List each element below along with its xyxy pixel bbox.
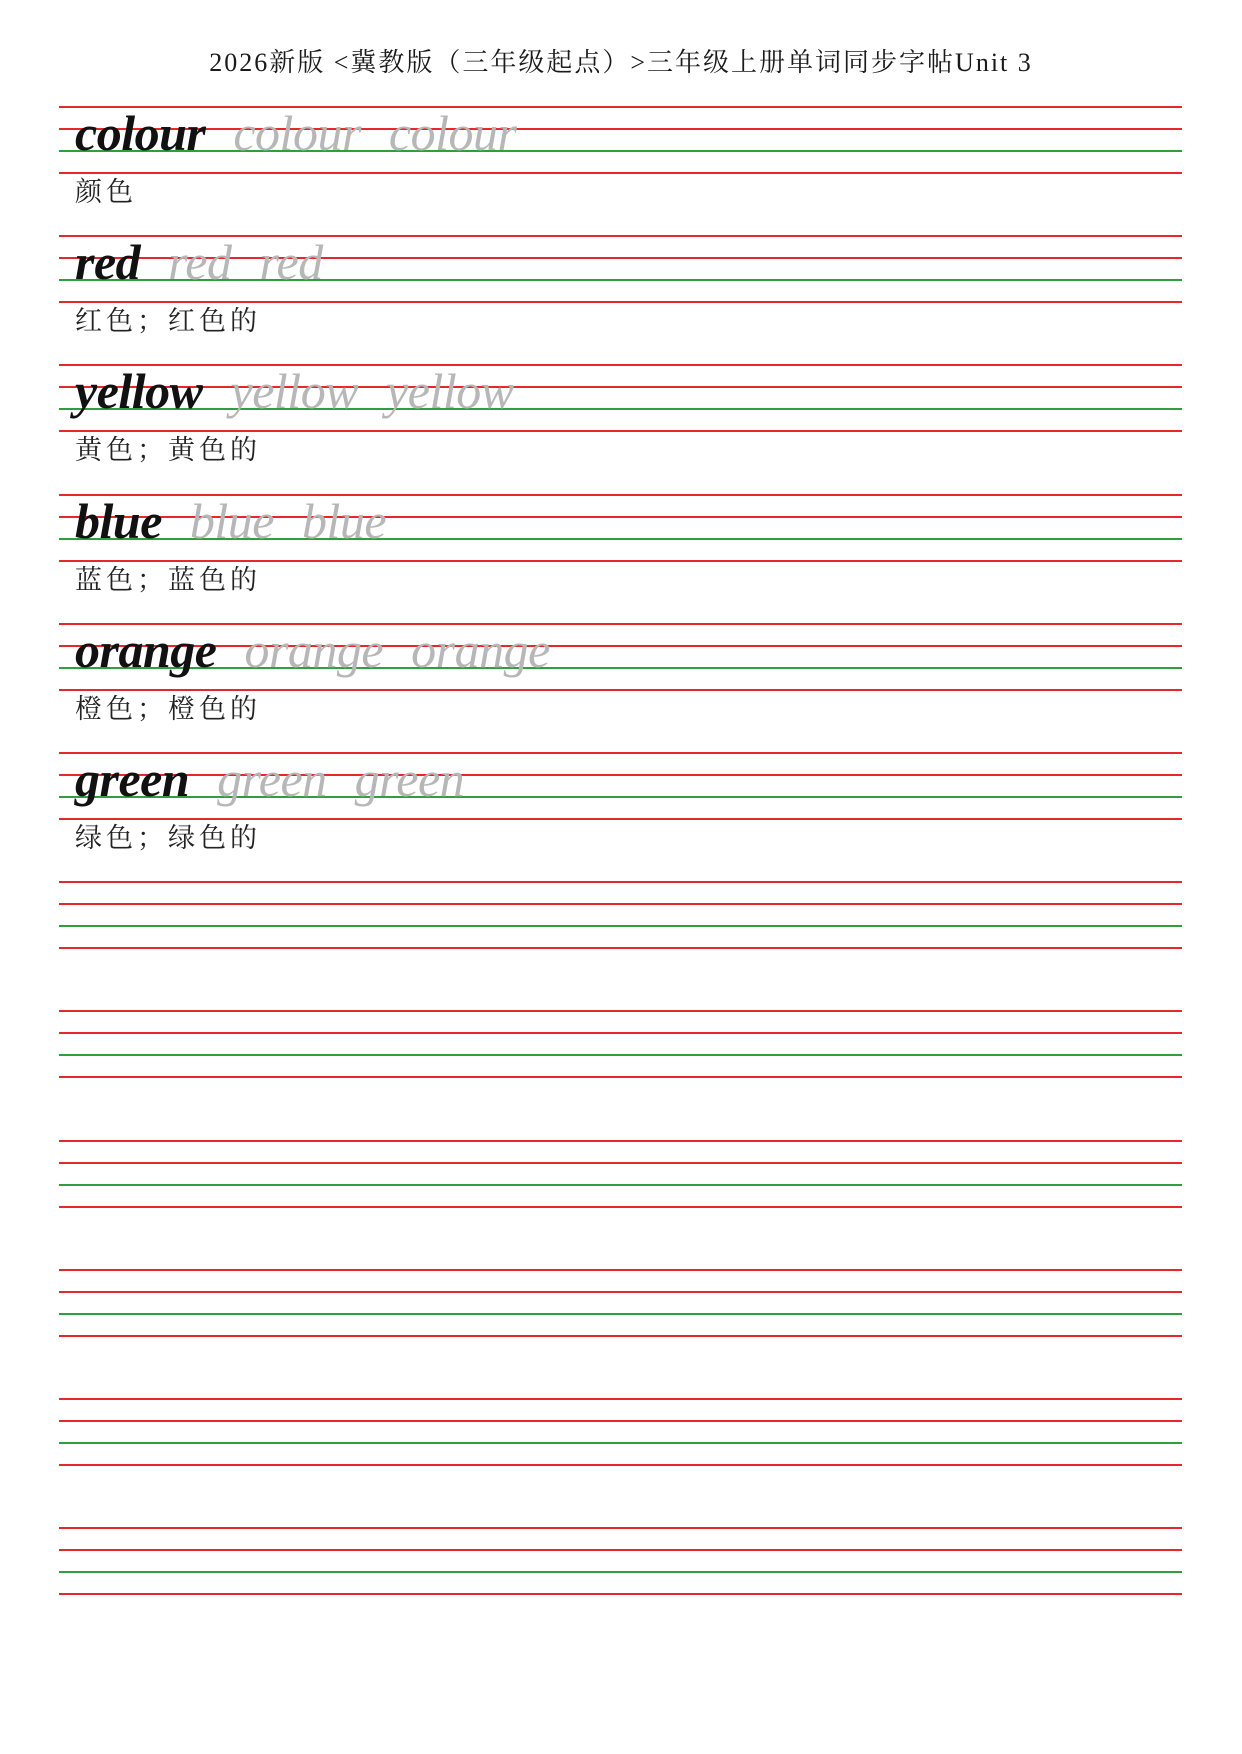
trace-word: red xyxy=(259,234,323,290)
word-line xyxy=(75,234,351,290)
blank-practice-row xyxy=(0,1398,1242,1498)
guide-line-middle xyxy=(59,1162,1182,1164)
model-word: colour xyxy=(75,105,206,161)
guide-line-bottom xyxy=(59,301,1182,303)
guide-line-middle xyxy=(59,1032,1182,1034)
guide-line-middle xyxy=(59,1420,1182,1422)
word-meaning: 蓝色；蓝色的 xyxy=(75,565,261,595)
model-word: orange xyxy=(75,622,217,678)
guide-line-bottom xyxy=(59,1076,1182,1078)
word-meaning: 橙色；橙色的 xyxy=(75,694,261,724)
blank-practice-row xyxy=(0,1010,1242,1110)
trace-word: green xyxy=(354,751,465,807)
guide-line-bottom xyxy=(59,689,1182,691)
blank-practice-row xyxy=(0,1269,1242,1369)
practice-row xyxy=(0,494,1242,594)
blank-practice-row xyxy=(0,1527,1242,1627)
guide-line-top xyxy=(59,1010,1182,1012)
guide-line-top xyxy=(59,1527,1182,1529)
word-line xyxy=(75,622,578,678)
trace-word: colour xyxy=(233,105,361,161)
guide-line-baseline xyxy=(59,1313,1182,1315)
word-meaning: 颜色 xyxy=(75,177,137,207)
model-word: yellow xyxy=(75,363,203,419)
guide-line-baseline xyxy=(59,1571,1182,1573)
trace-word: blue xyxy=(189,493,274,549)
trace-word: blue xyxy=(302,493,387,549)
model-word: blue xyxy=(75,493,162,549)
blank-practice-row xyxy=(0,1140,1242,1240)
guide-line-baseline xyxy=(59,1054,1182,1056)
guide-line-middle xyxy=(59,1291,1182,1293)
guide-line-bottom xyxy=(59,1335,1182,1337)
trace-word: yellow xyxy=(386,363,514,419)
guide-line-top xyxy=(59,881,1182,883)
word-meaning: 黄色；黄色的 xyxy=(75,435,261,465)
blank-practice-row xyxy=(0,881,1242,981)
practice-row xyxy=(0,235,1242,335)
practice-row xyxy=(0,623,1242,723)
guide-line-top xyxy=(59,1269,1182,1271)
practice-row xyxy=(0,364,1242,464)
page-title: 2026新版 <冀教版（三年级起点）>三年级上册单词同步字帖Unit 3 xyxy=(209,48,1033,77)
guide-line-bottom xyxy=(59,430,1182,432)
word-line xyxy=(75,493,414,549)
word-meaning: 绿色；绿色的 xyxy=(75,823,261,853)
guide-line-baseline xyxy=(59,925,1182,927)
practice-row xyxy=(0,106,1242,206)
trace-word: red xyxy=(168,234,232,290)
word-meaning: 红色；红色的 xyxy=(75,306,261,336)
trace-word: colour xyxy=(388,105,517,161)
guide-line-bottom xyxy=(59,172,1182,174)
guide-line-bottom xyxy=(59,1464,1182,1466)
trace-word: orange xyxy=(411,622,550,678)
guide-line-top xyxy=(59,1140,1182,1142)
guide-line-baseline xyxy=(59,1184,1182,1186)
trace-word: green xyxy=(217,751,327,807)
guide-line-bottom xyxy=(59,1206,1182,1208)
guide-line-baseline xyxy=(59,1442,1182,1444)
model-word: green xyxy=(75,751,190,807)
guide-line-bottom xyxy=(59,560,1182,562)
trace-word: orange xyxy=(244,622,384,678)
word-line xyxy=(75,751,492,807)
guide-line-bottom xyxy=(59,818,1182,820)
guide-line-bottom xyxy=(59,947,1182,949)
word-line xyxy=(75,105,544,161)
guide-line-middle xyxy=(59,903,1182,905)
guide-line-middle xyxy=(59,1549,1182,1551)
model-word: red xyxy=(75,234,141,290)
word-line xyxy=(75,363,542,419)
guide-line-top xyxy=(59,1398,1182,1400)
practice-row xyxy=(0,752,1242,852)
guide-line-bottom xyxy=(59,1593,1182,1595)
trace-word: yellow xyxy=(230,363,359,419)
